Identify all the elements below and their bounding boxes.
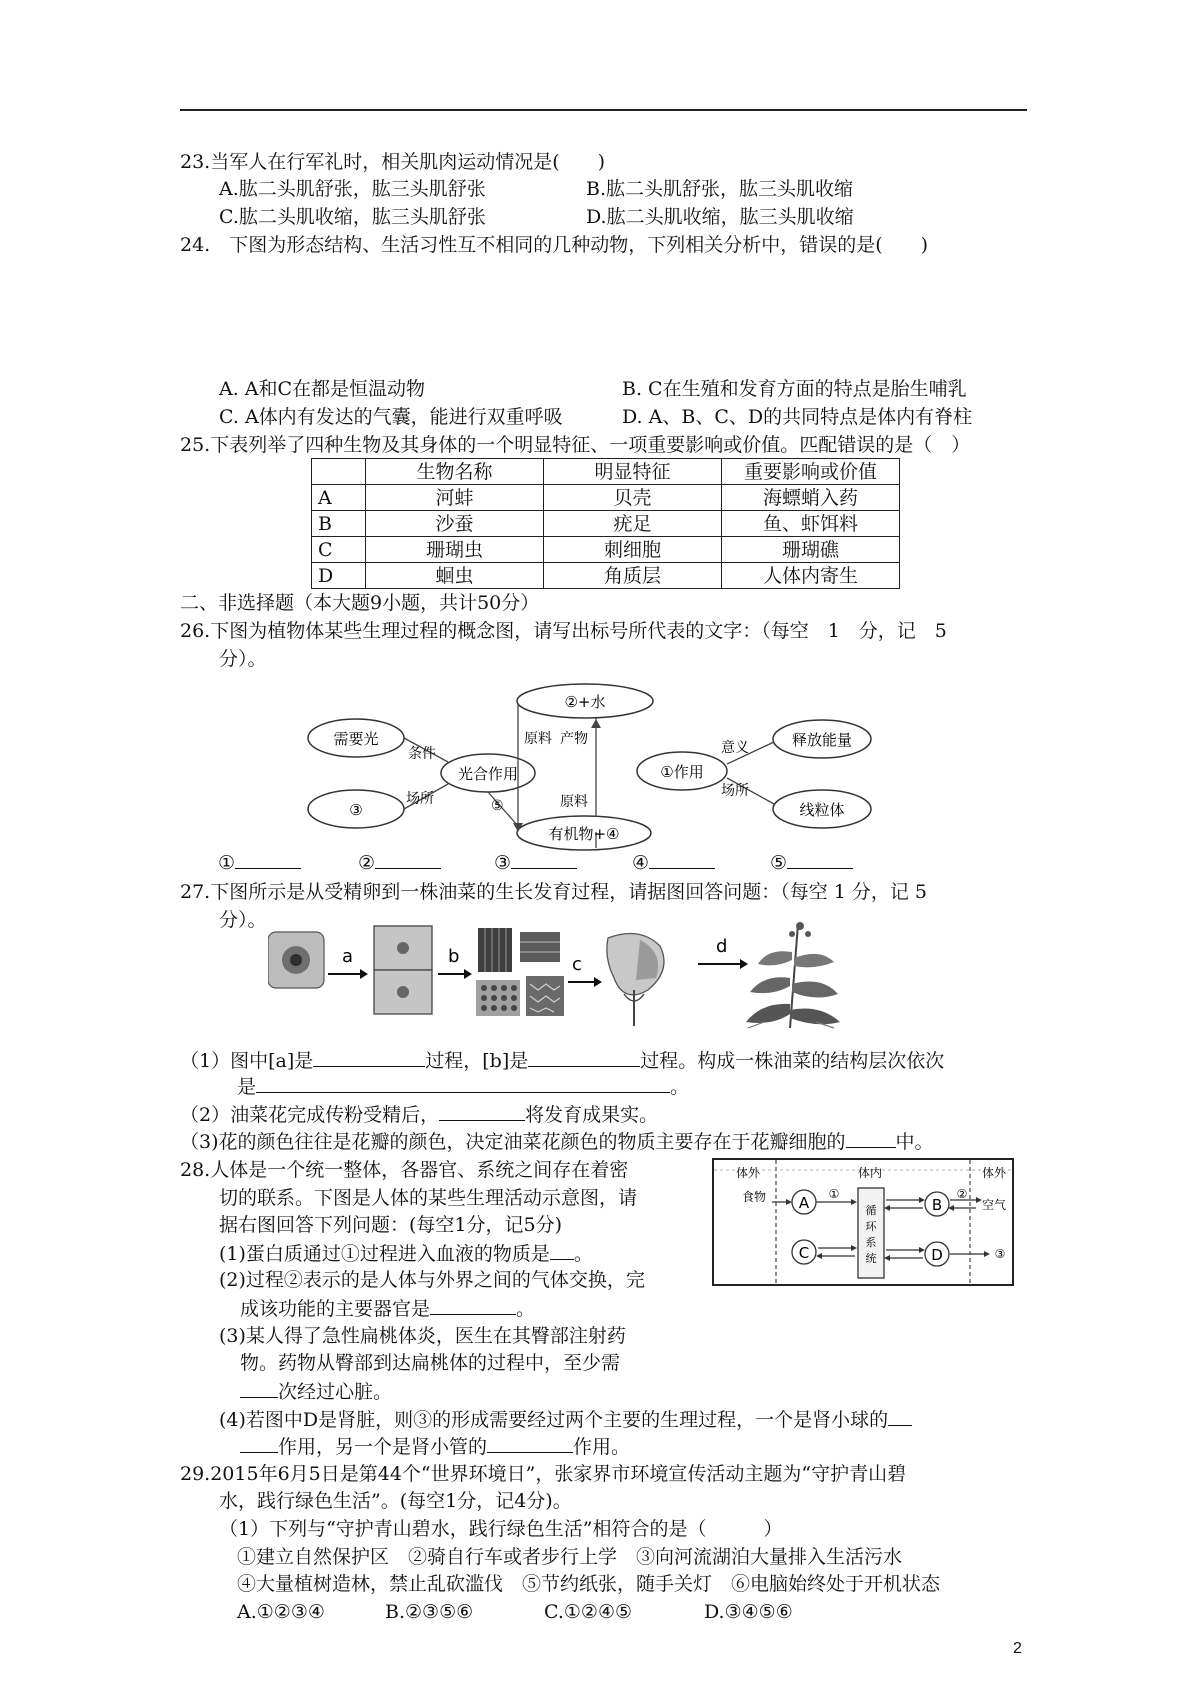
label-inside: 体内 <box>858 1166 883 1180</box>
q26-concept-diagram <box>300 680 900 855</box>
q28-sub3-line1: (3)某人得了急性扁桃体炎，医生在其臀部注射药 <box>219 1325 626 1347</box>
blank-label: ③ <box>494 852 512 874</box>
page-number: 2 <box>1013 1640 1022 1657</box>
q28-sub4-line1 <box>219 1407 912 1432</box>
diagram-label-3: ③ <box>349 801 363 819</box>
text-segment: （3)花的颜色往往是花瓣的颜色，决定油菜花颜色的物质主要存在于花瓣细胞的 <box>180 1131 846 1153</box>
diagram-label-release-energy: 释放能量 <box>791 731 853 749</box>
q29-option-c: C.①②④⑤ <box>544 1601 633 1623</box>
answer-blank[interactable] <box>240 1379 278 1398</box>
text-segment: 中。 <box>895 1131 934 1153</box>
table-row <box>312 485 900 511</box>
q29-stem-line2: 水，践行绿色生活”。(每空1分，记4分)。 <box>219 1490 572 1512</box>
q27-stem-line2: 分）。 <box>219 909 267 931</box>
table-cell: 刺细胞 <box>544 537 722 563</box>
arrow-label-c: c <box>572 954 582 975</box>
diagram-label-raw-top: 原料 <box>524 731 552 747</box>
q28-body-diagram <box>712 1158 1014 1286</box>
q28-stem-line3: 据右图回答下列问题：(每空1分，记5分) <box>219 1214 563 1236</box>
arrow-label-a: a <box>342 946 354 967</box>
table-row <box>312 511 900 537</box>
circ-char: 统 <box>865 1252 877 1265</box>
table-cell: 蛔虫 <box>366 563 544 589</box>
q23-stem: 23.当军人在行军礼时，相关肌肉运动情况是( ) <box>180 151 606 173</box>
flower-icon <box>607 934 664 1027</box>
q29-sub1: （1）下列与“守护青山碧水，践行绿色生活”相符合的是（ ） <box>219 1518 783 1540</box>
diagram-label-bottom: 有机物+④ <box>548 825 620 843</box>
table-cell: 海螵蛸入药 <box>722 485 900 511</box>
q27-sub3 <box>180 1129 934 1154</box>
table-cell: 角质层 <box>544 563 722 589</box>
text-segment: （1）图中[a]是 <box>180 1050 314 1072</box>
q26-blank-2 <box>358 850 441 875</box>
blank-label: ② <box>358 852 376 874</box>
circ-char: 系 <box>865 1236 877 1249</box>
blank-label: ⑤ <box>770 852 788 874</box>
answer-blank[interactable] <box>649 850 715 869</box>
table-header-cell: 生物名称 <box>366 459 544 485</box>
q24-option-a: A. A和C在都是恒温动物 <box>219 378 426 400</box>
table-cell: 人体内寄生 <box>722 563 900 589</box>
q28-sub3-line3 <box>240 1379 392 1404</box>
q26-blank-4 <box>632 850 715 875</box>
organ-b-label: B <box>931 1196 943 1214</box>
q24-option-b: B. C在生殖和发育方面的特点是胎生哺乳 <box>622 378 967 400</box>
q27-growth-diagram <box>268 918 880 1030</box>
answer-blank[interactable] <box>256 1074 670 1093</box>
text-segment: （2）油菜花完成传粉受精后， <box>180 1104 440 1126</box>
diagram-label-meaning: 意义 <box>721 740 749 756</box>
q28-sub2-line1: (2)过程②表示的是人体与外界之间的气体交换，完 <box>219 1269 645 1291</box>
table-row <box>312 563 900 589</box>
q23-option-b: B.肱二头肌舒张，肱三头肌收缩 <box>586 178 854 200</box>
diagram-label-raw-bottom: 原料 <box>560 794 588 810</box>
label-process-2: ② <box>956 1187 968 1201</box>
q29-option-d: D.③④⑤⑥ <box>704 1601 793 1623</box>
label-outside-left: 体外 <box>736 1166 761 1180</box>
table-cell: D <box>312 563 366 589</box>
organ-d-label: D <box>931 1246 943 1264</box>
diagram-label-site-left: 场所 <box>406 791 434 807</box>
organ-c-label: C <box>798 1244 810 1262</box>
table-row <box>312 537 900 563</box>
q25-table <box>311 458 900 589</box>
answer-blank[interactable] <box>511 850 577 869</box>
blank-label: ① <box>218 852 236 874</box>
text-segment: 是 <box>237 1076 257 1098</box>
circ-char: 环 <box>865 1220 877 1233</box>
diagram-label-mitochondria: 线粒体 <box>799 801 845 819</box>
q24-stem: 24. 下图为形态结构、生活习性互不相同的几种动物，下列相关分析中，错误的是( ) <box>180 234 929 256</box>
q23-option-d: D.肱二头肌收缩，肱三头肌收缩 <box>586 206 854 228</box>
answer-blank[interactable] <box>787 850 853 869</box>
q26-blank-5 <box>770 850 853 875</box>
table-cell: 珊瑚礁 <box>722 537 900 563</box>
table-cell: 河蚌 <box>366 485 544 511</box>
answer-blank[interactable] <box>550 1241 574 1260</box>
q26-stem-line2: 分）。 <box>219 648 267 670</box>
q28-sub3-line2: 物。药物从臀部到达扁桃体的过程中，至少需 <box>240 1352 621 1374</box>
label-air: 空气 <box>982 1198 1007 1212</box>
q29-statements-line2: ④大量植树造林，禁止乱砍滥伐 ⑤节约纸张，随手关灯 ⑥电脑始终处于开机状态 <box>237 1573 941 1595</box>
text-segment: 作用。 <box>573 1436 631 1458</box>
q28-sub2-line2 <box>240 1296 535 1321</box>
section-heading: 二、非选择题（本大题9小题，共计50分） <box>180 592 540 614</box>
table-cell: 贝壳 <box>544 485 722 511</box>
answer-blank[interactable] <box>487 1434 573 1453</box>
q27-sub2 <box>180 1102 658 1127</box>
answer-blank[interactable] <box>528 1048 640 1067</box>
table-cell: 疣足 <box>544 511 722 537</box>
table-cell: B <box>312 511 366 537</box>
q26-blank-1 <box>218 850 301 875</box>
blank-label: ④ <box>632 852 650 874</box>
answer-blank[interactable] <box>439 1102 525 1121</box>
text-segment: (1)蛋白质通过①过程进入血液的物质是 <box>219 1243 550 1265</box>
q25-stem: 25.下表列举了四种生物及其身体的一个明显特征、一项重要影响或价值。匹配错误的是（ ） <box>180 434 971 456</box>
answer-blank[interactable] <box>240 1434 278 1453</box>
q27-sub1-line1 <box>180 1048 944 1073</box>
answer-blank[interactable] <box>235 850 301 869</box>
header-rule <box>180 109 1027 111</box>
diagram-label-condition: 条件 <box>408 746 436 762</box>
diagram-label-need-light: 需要光 <box>333 730 379 748</box>
q28-stem-line2: 切的联系。下图是人体的某些生理活动示意图，请 <box>219 1187 638 1209</box>
answer-blank[interactable] <box>846 1129 896 1148</box>
q23-option-a: A.肱二头肌舒张，肱三头肌舒张 <box>219 178 486 200</box>
text-segment: 次经过心脏。 <box>278 1381 393 1403</box>
q26-stem-line1: 26.下图为植物体某些生理过程的概念图，请写出标号所代表的文字：（每空 1 分，记 5 <box>180 620 947 642</box>
q28-sub1 <box>219 1241 593 1266</box>
table-cell: 鱼、虾饵料 <box>722 511 900 537</box>
answer-blank[interactable] <box>430 1296 516 1315</box>
arrow-label-b: b <box>448 946 460 967</box>
q29-statements-line1: ①建立自然保护区 ②骑自行车或者步行上学 ③向河流湖泊大量排入生活污水 <box>237 1546 903 1568</box>
text-segment: 。 <box>573 1243 593 1265</box>
answer-blank[interactable] <box>375 850 441 869</box>
rapeseed-plant-icon <box>746 922 840 1028</box>
text-segment: (4)若图中D是肾脏，则③的形成需要经过两个主要的生理过程，一个是肾小球的 <box>219 1409 889 1431</box>
table-header-row <box>312 459 900 485</box>
tissues-icon <box>476 928 564 1016</box>
q27-sub1-line2 <box>237 1074 689 1099</box>
q24-option-d: D. A、B、C、D的共同特点是体内有脊柱 <box>622 406 973 428</box>
diagram-label-respiration: ①作用 <box>660 763 704 781</box>
q28-sub4-line2 <box>240 1434 630 1459</box>
table-header-cell: 重要影响或价值 <box>722 459 900 485</box>
q29-stem-line1: 29.2015年6月5日是第44个“世界环境日”，张家界市环境宣传活动主题为“守护青山碧 <box>180 1463 907 1485</box>
circ-char: 循 <box>865 1204 877 1217</box>
text-segment: 过程，[b]是 <box>425 1050 529 1072</box>
label-process-3: ③ <box>994 1247 1006 1261</box>
text-segment: 过程。构成一株油菜的结构层次依次 <box>640 1050 945 1072</box>
q23-option-c: C.肱二头肌收缩，肱三头肌舒张 <box>219 206 486 228</box>
table-cell: 沙蚕 <box>366 511 544 537</box>
table-cell: A <box>312 485 366 511</box>
arrow-label-d: d <box>716 936 728 957</box>
label-outside-right: 体外 <box>982 1166 1007 1180</box>
q26-blank-3 <box>494 850 577 875</box>
text-segment: 成该功能的主要器官是 <box>240 1298 431 1320</box>
q27-stem-line1: 27.下图所示是从受精卵到一株油菜的生长发育过程，请据图回答问题：（每空 1 分，记 5 <box>180 881 928 903</box>
text-segment: 。 <box>516 1298 536 1320</box>
q29-option-b: B.②③⑤⑥ <box>385 1601 474 1623</box>
table-header-cell: 明显特征 <box>544 459 722 485</box>
label-food: 食物 <box>742 1190 767 1204</box>
q28-stem-line1: 28.人体是一个统一整体，各器官、系统之间存在着密 <box>180 1159 629 1181</box>
diagram-label-product: 产物 <box>560 731 588 747</box>
label-process-1: ① <box>828 1187 840 1201</box>
q24-option-c: C. A体内有发达的气囊，能进行双重呼吸 <box>219 406 563 428</box>
text-segment: 将发育成果实。 <box>525 1104 659 1126</box>
q29-option-a: A.①②③④ <box>237 1601 325 1623</box>
answer-blank[interactable] <box>313 1048 425 1067</box>
text-segment: 作用，另一个是肾小管的 <box>278 1436 488 1458</box>
table-cell: 珊瑚虫 <box>366 537 544 563</box>
diagram-label-photosynthesis: 光合作用 <box>457 765 519 783</box>
organ-a-label: A <box>798 1194 810 1212</box>
table-cell: C <box>312 537 366 563</box>
answer-blank[interactable] <box>888 1407 912 1426</box>
diagram-label-top: ②+水 <box>564 693 606 711</box>
diagram-label-site-right: 场所 <box>721 783 749 799</box>
diagram-label-5: ⑤ <box>491 798 504 814</box>
table-header-cell <box>312 459 366 485</box>
text-segment: 。 <box>670 1076 690 1098</box>
